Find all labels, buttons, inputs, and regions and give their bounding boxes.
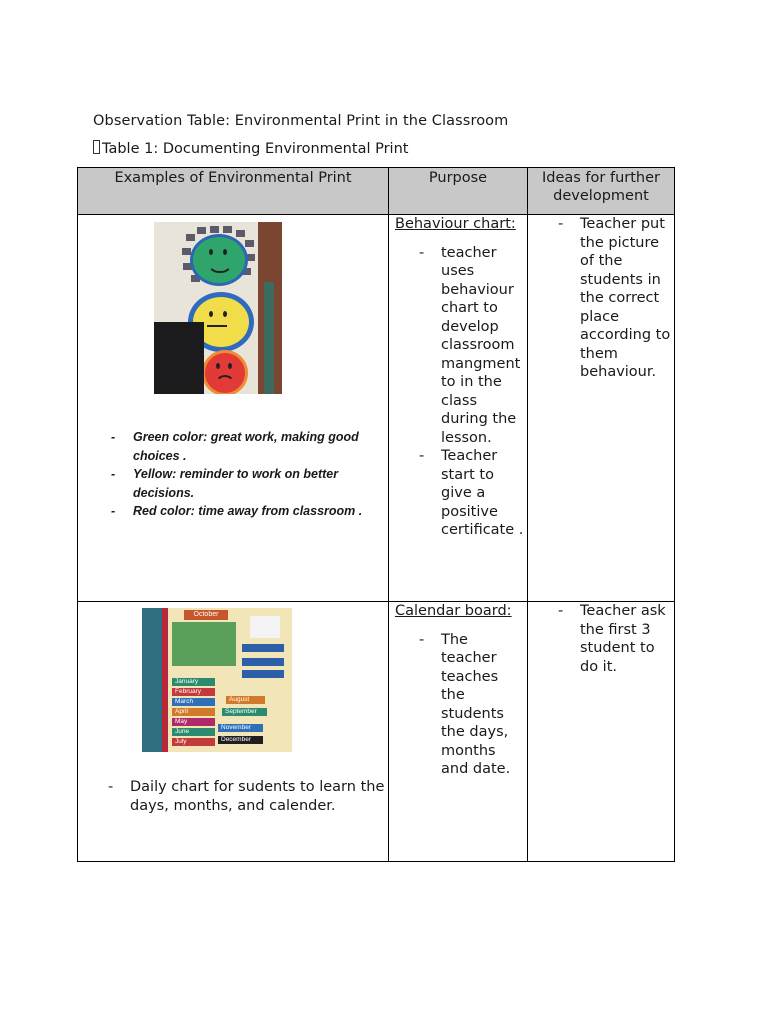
daily-chart-list [78, 778, 388, 815]
eye [209, 249, 213, 255]
day-strip [242, 644, 284, 652]
month-card: September [222, 708, 267, 716]
wall-panel [264, 282, 274, 394]
month-card: June [172, 728, 215, 736]
missing-glyph-icon [93, 140, 100, 154]
wall-panel [142, 608, 162, 752]
observation-table [77, 167, 675, 862]
purpose-list [389, 631, 527, 779]
ideas-cell [528, 602, 675, 862]
eye [216, 363, 220, 369]
header-ideas: Ideas for further development [528, 168, 675, 215]
day-strip [242, 658, 284, 666]
red-sad-face-icon [202, 350, 248, 394]
calendar-board-photo [142, 608, 292, 752]
header-purpose: Purpose [389, 168, 528, 215]
eye [209, 311, 213, 317]
table-caption [93, 140, 408, 157]
ideas-list [528, 602, 674, 676]
frown [215, 375, 235, 387]
list-item: - teacher uses behaviour chart to develop classroom mangment to in the class during the lesson. [441, 244, 525, 448]
header-examples: Examples of Environmental Print [78, 168, 389, 215]
green-smiley-icon [190, 234, 248, 286]
border-strip [162, 608, 168, 752]
month-card: March [172, 698, 215, 706]
purpose-cell [389, 602, 528, 862]
month-card: April [172, 708, 215, 716]
month-card: February [172, 688, 215, 696]
eye [223, 249, 227, 255]
eye [223, 311, 227, 317]
list-item: - Teacher start to give a positive certificate . [441, 447, 525, 540]
table-row [78, 215, 675, 602]
week-card [250, 616, 280, 638]
table-row [78, 602, 675, 862]
table-header-row [78, 168, 675, 215]
table-caption-text: Table 1: Documenting Environmental Print [102, 141, 409, 157]
list-item: - Red color: time away from classroom . [133, 502, 388, 521]
purpose-heading: Calendar board: [395, 603, 512, 619]
smile [207, 257, 233, 273]
month-card: July [172, 738, 215, 746]
list-item: - The teacher teaches the students the days, months and date. [441, 631, 525, 779]
examples-cell [78, 215, 389, 602]
ideas-list [528, 215, 674, 382]
ideas-cell [528, 215, 675, 602]
day-strip [242, 670, 284, 678]
month-title-card: October [184, 610, 228, 620]
list-item: - Teacher put the picture of the students in the correct place according to them behaviour. [580, 215, 672, 382]
month-card: January [172, 678, 215, 686]
purpose-list [389, 244, 527, 540]
dark-door [154, 322, 204, 394]
purpose-heading: Behaviour chart: [395, 216, 516, 232]
month-card: May [172, 718, 215, 726]
eye [228, 363, 232, 369]
behaviour-chart-photo [154, 222, 282, 394]
list-item: - Green color: great work, making good choices . [133, 428, 388, 465]
document-title: Observation Table: Environmental Print in the Classroom [93, 113, 509, 129]
month-card: August [226, 696, 265, 704]
list-item: - Teacher ask the first 3 student to do it. [580, 602, 672, 676]
month-card: November [218, 724, 263, 732]
calendar-grid [172, 622, 236, 666]
color-meaning-list [78, 428, 388, 521]
flat-mouth [207, 325, 227, 327]
examples-cell [78, 602, 389, 862]
month-card: December [218, 736, 263, 744]
purpose-cell [389, 215, 528, 602]
list-item: - Yellow: reminder to work on better decisions. [133, 465, 388, 502]
list-item: - Daily chart for sudents to learn the days, months, and calender. [130, 778, 388, 815]
